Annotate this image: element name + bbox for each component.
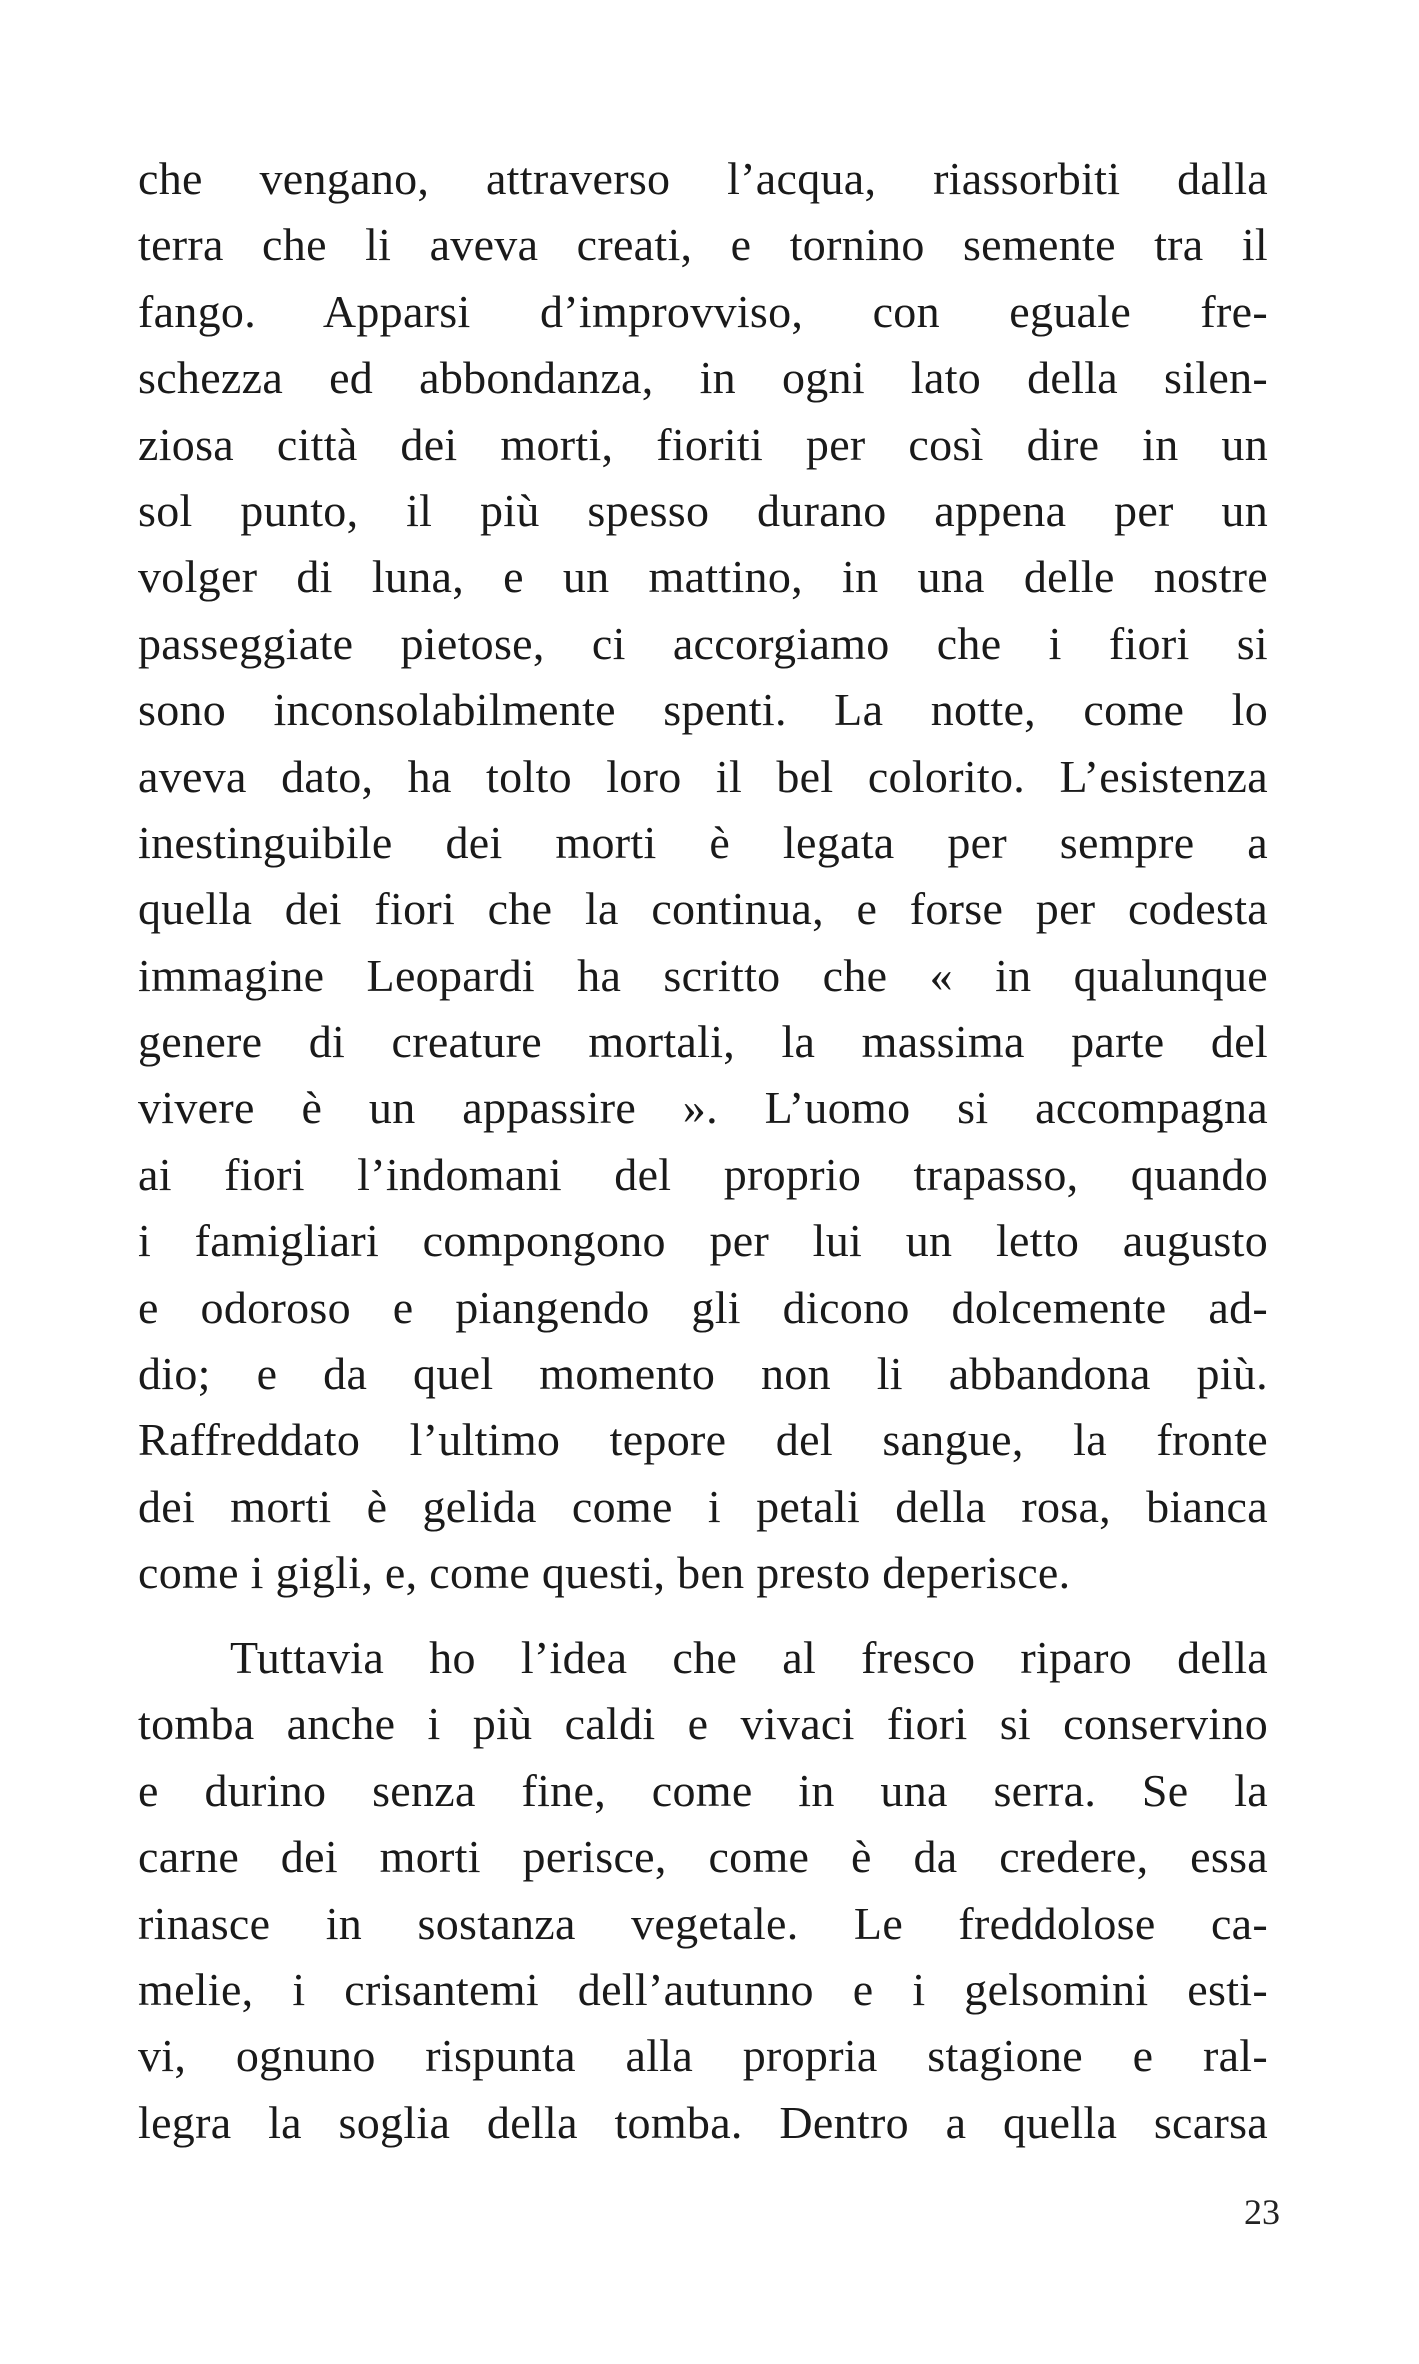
- text-line: aveva dato, ha tolto loro il bel colorito. L’esistenza: [138, 750, 1268, 802]
- text-line: inestinguibile dei morti è legata per sempre a: [138, 816, 1268, 868]
- text-line: tomba anche i più caldi e vivaci fiori si conservino: [138, 1698, 1268, 1750]
- text-line: vi, ognuno rispunta alla propria stagione e ral-: [138, 2030, 1268, 2082]
- paragraph-1: [138, 146, 1268, 1607]
- text-line: immagine Leopardi ha scritto che « in qualunque: [138, 949, 1268, 1001]
- text-line: Tuttavia ho l’idea che al fresco riparo della: [230, 1632, 1268, 1683]
- text-line: i famigliari compongono per lui un letto augusto: [138, 1215, 1268, 1267]
- text-line: e durino senza fine, come in una serra. Se la: [138, 1764, 1268, 1816]
- text-line: vivere è un appassire ». L’uomo si accompagna: [138, 1082, 1268, 1134]
- text-line: Raffreddato l’ultimo tepore del sangue, la fronte: [138, 1414, 1268, 1466]
- text-line: sono inconsolabilmente spenti. La notte, come lo: [138, 684, 1268, 736]
- paragraph-2: [138, 1625, 1268, 2156]
- text-line: legra la soglia della tomba. Dentro a quella scarsa: [138, 2096, 1268, 2148]
- text-line: dio; e da quel momento non li abbandona più.: [138, 1348, 1268, 1400]
- text-line: come i gigli, e, come questi, ben presto deperisce.: [138, 1547, 1071, 1599]
- text-line: e odoroso e piangendo gli dicono dolcemente ad-: [138, 1281, 1268, 1333]
- text-line: melie, i crisantemi dell’autunno e i gelsomini esti-: [138, 1963, 1268, 2015]
- text-line: fango. Apparsi d’improvviso, con eguale fre-: [138, 285, 1268, 337]
- text-line: genere di creature mortali, la massima parte del: [138, 1016, 1268, 1068]
- text-line: ziosa città dei morti, fioriti per così dire in un: [138, 418, 1268, 470]
- text-line: passeggiate pietose, ci accorgiamo che i fiori si: [138, 617, 1268, 669]
- text-line: schezza ed abbondanza, in ogni lato della silen-: [138, 352, 1268, 404]
- text-line: che vengano, attraverso l’acqua, riassorbiti dalla: [138, 153, 1268, 204]
- text-line: terra che li aveva creati, e tornino semente tra il: [138, 219, 1268, 271]
- text-line: volger di luna, e un mattino, in una delle nostre: [138, 551, 1268, 603]
- text-line: sol punto, il più spesso durano appena per un: [138, 484, 1268, 536]
- text-line: quella dei fiori che la continua, e forse per codesta: [138, 883, 1268, 935]
- text-line: carne dei morti perisce, come è da credere, essa: [138, 1831, 1268, 1883]
- page-number: 23: [1244, 2192, 1280, 2232]
- text-line: rinasce in sostanza vegetale. Le freddolose ca-: [138, 1897, 1268, 1949]
- text-line: dei morti è gelida come i petali della rosa, bianca: [138, 1480, 1268, 1532]
- text-line: ai fiori l’indomani del proprio trapasso, quando: [138, 1148, 1268, 1200]
